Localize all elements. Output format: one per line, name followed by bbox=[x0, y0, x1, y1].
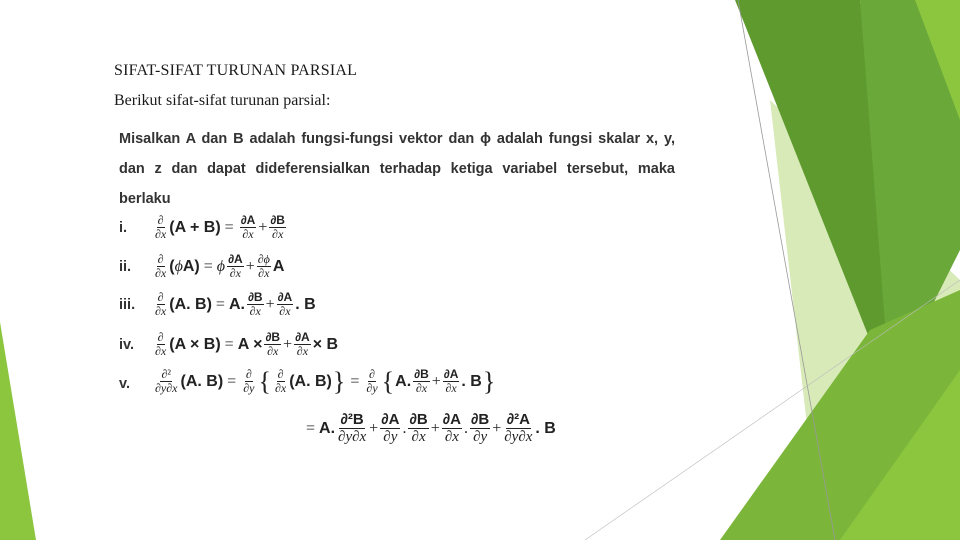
item-number: iv. bbox=[119, 337, 135, 353]
item-number: i. bbox=[119, 220, 128, 236]
left-green-shard bbox=[0, 322, 36, 540]
item-number: v. bbox=[119, 376, 131, 392]
formula-v-expansion: = A. ∂²B ∂y∂x + ∂A ∂y . ∂B ∂x + ∂A ∂x . ∂B ∂y + ∂²A ∂y∂x . B bbox=[306, 411, 556, 445]
formula-iv: ∂ ∂x (A × B) = A × $\frac{\partial B}{\partial x}$ + $\frac{\partial A}{\partial x}$ × B bbox=[155, 330, 339, 358]
item-number: ii. bbox=[119, 259, 132, 275]
formula-i: ∂ ∂x (A + B) = $\frac{\partial A}{\partial x}$ + ∂B ∂x bbox=[155, 213, 285, 241]
premise-paragraph: Misalkan A dan B adalah fungsi-fungsi vektor dan ϕ adalah fungsi skalar x, y, dan z dan dapat dideferensialkan terhadap ketiga variabel tersebut, maka berlaku bbox=[119, 131, 675, 207]
formula-ii: ∂ ∂x ( ϕ A) = ϕ ∂A ∂x + ∂ϕ ∂x A bbox=[155, 252, 285, 280]
intro-text: Berikut sifat-sifat turunan parsial: bbox=[114, 92, 331, 109]
formula-iii: ∂ ∂x (A. B) = A. ∂B ∂x + ∂A ∂x . B bbox=[155, 290, 316, 318]
formula-v: ∂² ∂y∂x (A. B) = ∂ ∂y { ∂ ∂x (A. B) } = ∂ ∂y { A. ∂B ∂x + ∂A ∂x . B } bbox=[155, 366, 496, 396]
item-number: iii. bbox=[119, 297, 136, 313]
page-title: SIFAT-SIFAT TURUNAN PARSIAL bbox=[114, 62, 358, 79]
